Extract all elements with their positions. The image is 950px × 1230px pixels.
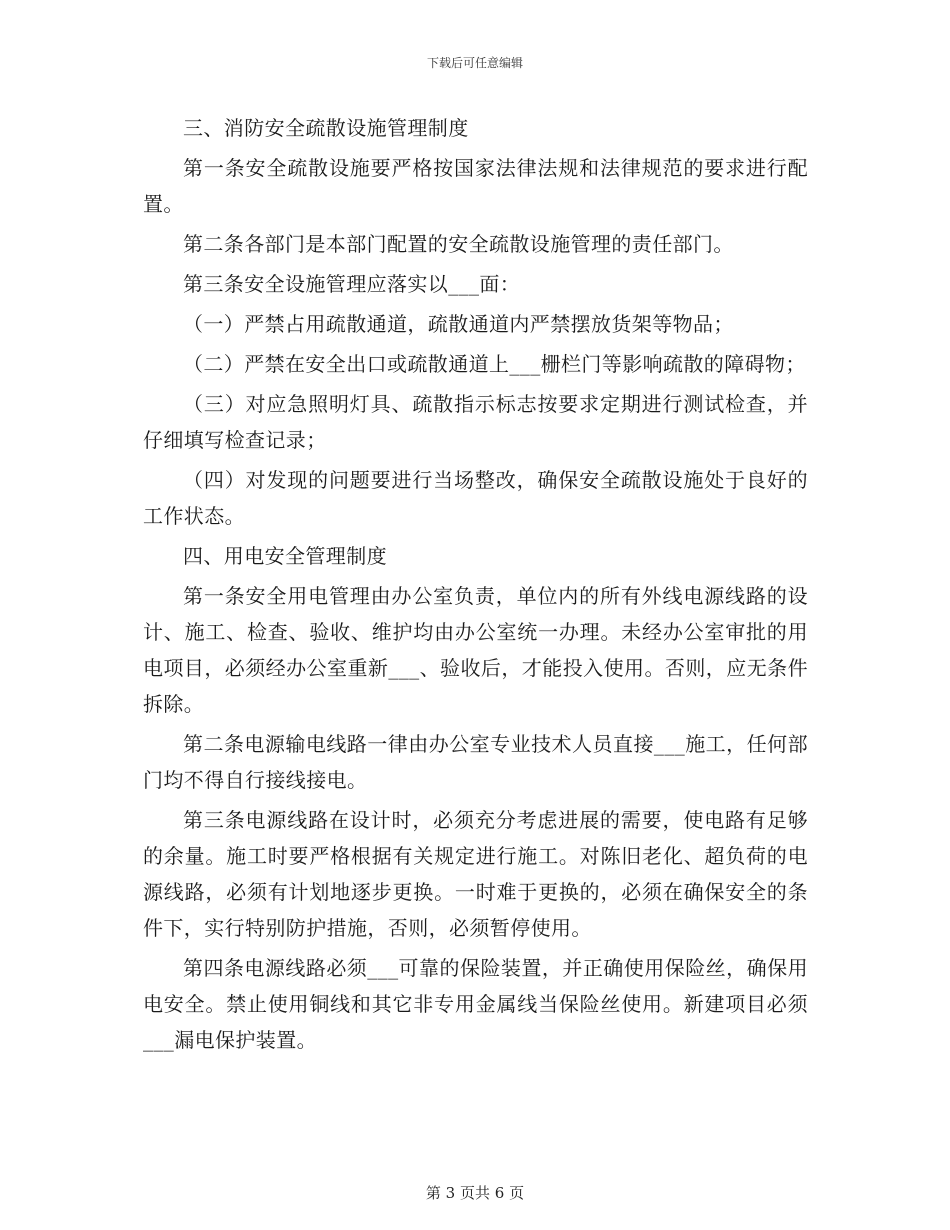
- paragraph: 第三条电源线路在设计时，必须充分考虑进展的需要，使电路有足够的余量。施工时要严格根据有关规定进行施工。对陈旧老化、超负荷的电源线路，必须有计划地逐步更换。一时难于更换的，必须在确保安全的条件下，实行特别防护措施，否则，必须暂停使用。: [143, 808, 808, 940]
- list-item: （一）严禁占用疏散通道，疏散通道内严禁摆放货架等物品；: [183, 312, 734, 336]
- section-heading-electrical-safety: 四、用电安全管理制度: [183, 544, 387, 568]
- document-body: [143, 110, 808, 1062]
- paragraph: 第四条电源线路必须___可靠的保险装置，并正确使用保险丝，确保用电安全。禁止使用铜线和其它非专用金属线当保险丝使用。新建项目必须___漏电保护装置。: [143, 956, 808, 1052]
- section-heading-fire-evacuation: 三、消防安全疏散设施管理制度: [183, 116, 469, 140]
- paragraph: 第二条各部门是本部门配置的安全疏散设施管理的责任部门。: [183, 232, 734, 256]
- paragraph: 第二条电源输电线路一律由办公室专业技术人员直接___施工，任何部门均不得自行接线接电。: [143, 732, 808, 792]
- page-footer: 第 3 页共 6 页: [425, 1184, 525, 1202]
- paragraph: 第三条安全设施管理应落实以___面：: [183, 272, 521, 296]
- list-item: （二）严禁在安全出口或疏散通道上___栅栏门等影响疏散的障碍物；: [183, 352, 806, 376]
- paragraph: 第一条安全疏散设施要严格按国家法律法规和法律规范的要求进行配置。: [143, 156, 808, 216]
- list-item: （四）对发现的问题要进行当场整改，确保安全疏散设施处于良好的工作状态。: [143, 468, 808, 528]
- page-header: 下载后可任意编辑: [426, 56, 523, 70]
- list-item: （三）对应急照明灯具、疏散指示标志按要求定期进行测试检查，并仔细填写检查记录；: [143, 392, 808, 452]
- paragraph: 第一条安全用电管理由办公室负责，单位内的所有外线电源线路的设计、施工、检查、验收、维护均由办公室统一办理。未经办公室审批的用电项目，必须经办公室重新___、验收后，才能投入使用。否则，应无条件拆除。: [143, 584, 808, 716]
